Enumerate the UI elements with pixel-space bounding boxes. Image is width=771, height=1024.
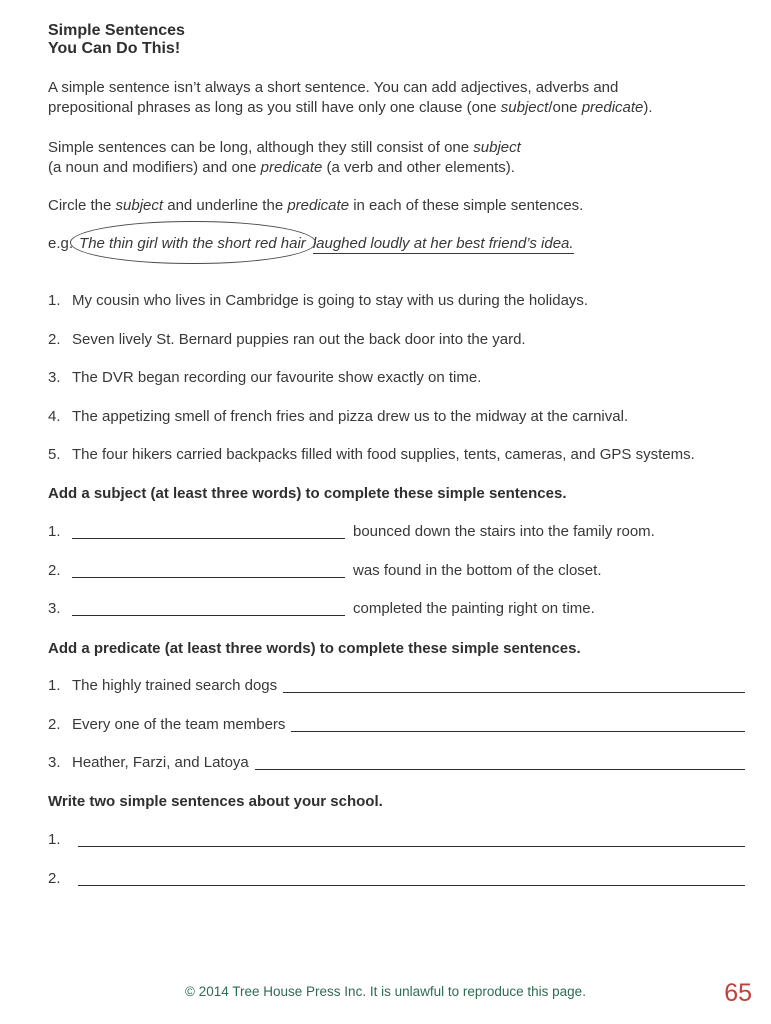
item-text: My cousin who lives in Cambridge is going to stay with us during the holidays. — [72, 292, 589, 309]
item-number: 3. — [48, 600, 61, 617]
item-text: Heather, Farzi, and Latoya — [72, 754, 249, 771]
item-number: 1. — [48, 677, 61, 694]
page-title: Simple Sentences — [48, 22, 185, 39]
circle-underline-list — [48, 291, 745, 465]
list-item — [48, 407, 745, 427]
paragraph-text: (a verb and other elements). — [322, 158, 515, 176]
intro-paragraph-1 — [48, 78, 745, 117]
paragraph-text: Simple sentences can be long, although they still consist of one — [48, 139, 474, 156]
item-text: The highly trained search dogs — [72, 677, 278, 694]
footer-copyright: © 2014 Tree House Press Inc. It is unlawful to reproduce this page. — [185, 984, 586, 999]
paragraph-text: and underline the — [163, 197, 288, 214]
item-number: 1. — [48, 523, 61, 540]
list-item — [48, 330, 745, 350]
add-subject-rows — [48, 522, 745, 619]
instruction-text — [48, 196, 745, 216]
fill-in-row — [48, 561, 745, 581]
fill-in-row — [48, 753, 745, 773]
paragraph-text: A simple sentence isn’t always a short sentence. You can add adjectives, adverbs and — [48, 79, 619, 96]
example-subject-text: The thin girl with the short red hair — [79, 234, 306, 252]
paragraph-text: Circle the — [48, 197, 116, 214]
italic-term-subject: subject — [500, 98, 549, 116]
item-number: 2. — [48, 561, 61, 579]
italic-term-predicate: predicate — [581, 98, 644, 116]
section-heading-add-subject: Add a subject (at least three words) to complete these simple sentences. — [48, 484, 567, 502]
fill-in-row — [48, 676, 745, 696]
item-number: 3. — [48, 369, 61, 386]
paragraph-text: ). — [643, 98, 653, 116]
answer-blank — [283, 692, 745, 693]
item-number: 4. — [48, 407, 61, 425]
answer-blank — [291, 731, 745, 732]
answer-blank — [255, 769, 745, 770]
paragraph-text: /one — [548, 98, 582, 116]
write-sentences-rows — [48, 830, 745, 888]
fill-in-row — [48, 830, 745, 850]
item-text: Every one of the team members — [72, 715, 286, 733]
item-number: 2. — [48, 869, 61, 887]
list-item — [48, 445, 745, 465]
item-text: The DVR began recording our favourite show exactly on time. — [72, 369, 482, 386]
example-prefix: e.g. — [48, 234, 74, 252]
item-number: 2. — [48, 330, 61, 348]
fill-in-row — [48, 522, 745, 542]
italic-term-subject: subject — [473, 139, 521, 156]
answer-blank — [78, 885, 745, 886]
paragraph-text: (a noun and modifiers) and one — [48, 158, 261, 176]
section-heading-write-sentences: Write two simple sentences about your school. — [48, 792, 383, 810]
answer-blank — [72, 577, 345, 578]
item-text: completed the painting right on time. — [353, 600, 595, 617]
item-text: The appetizing smell of french fries and pizza drew us to the midway at the carnival. — [72, 407, 629, 425]
paragraph-text: prepositional phrases as long as you still have only one clause (one — [48, 98, 501, 116]
fill-in-row — [48, 715, 745, 735]
section-heading-add-predicate: Add a predicate (at least three words) to complete these simple sentences. — [48, 639, 581, 657]
list-item — [48, 368, 745, 388]
item-number: 5. — [48, 446, 61, 463]
example-sentence — [48, 234, 745, 254]
list-item — [48, 291, 745, 311]
item-text: was found in the bottom of the closet. — [353, 561, 602, 579]
title-block — [48, 22, 745, 58]
item-text: bounced down the stairs into the family room. — [353, 523, 655, 540]
page-subtitle: You Can Do This! — [48, 40, 181, 57]
italic-term-subject: subject — [115, 197, 164, 214]
fill-in-row — [48, 869, 745, 889]
example-subject — [79, 234, 306, 254]
answer-blank — [78, 846, 745, 847]
item-number: 2. — [48, 715, 61, 733]
paragraph-text: in each of these simple sentences. — [349, 197, 584, 214]
item-number: 1. — [48, 831, 61, 848]
item-number: 1. — [48, 292, 61, 309]
example-predicate: laughed loudly at her best friend’s idea. — [312, 234, 574, 252]
item-text: Seven lively St. Bernard puppies ran out the back door into the yard. — [72, 330, 526, 348]
italic-term-predicate: predicate — [287, 197, 350, 214]
italic-term-predicate: predicate — [260, 158, 323, 176]
add-predicate-rows — [48, 676, 745, 773]
item-text: The four hikers carried backpacks filled with food supplies, tents, cameras, and GPS systems. — [72, 446, 695, 463]
fill-in-row — [48, 599, 745, 619]
page-number: 65 — [724, 979, 752, 1007]
intro-paragraph-2 — [48, 138, 745, 177]
item-number: 3. — [48, 754, 61, 771]
answer-blank — [72, 615, 345, 616]
answer-blank — [72, 538, 345, 539]
